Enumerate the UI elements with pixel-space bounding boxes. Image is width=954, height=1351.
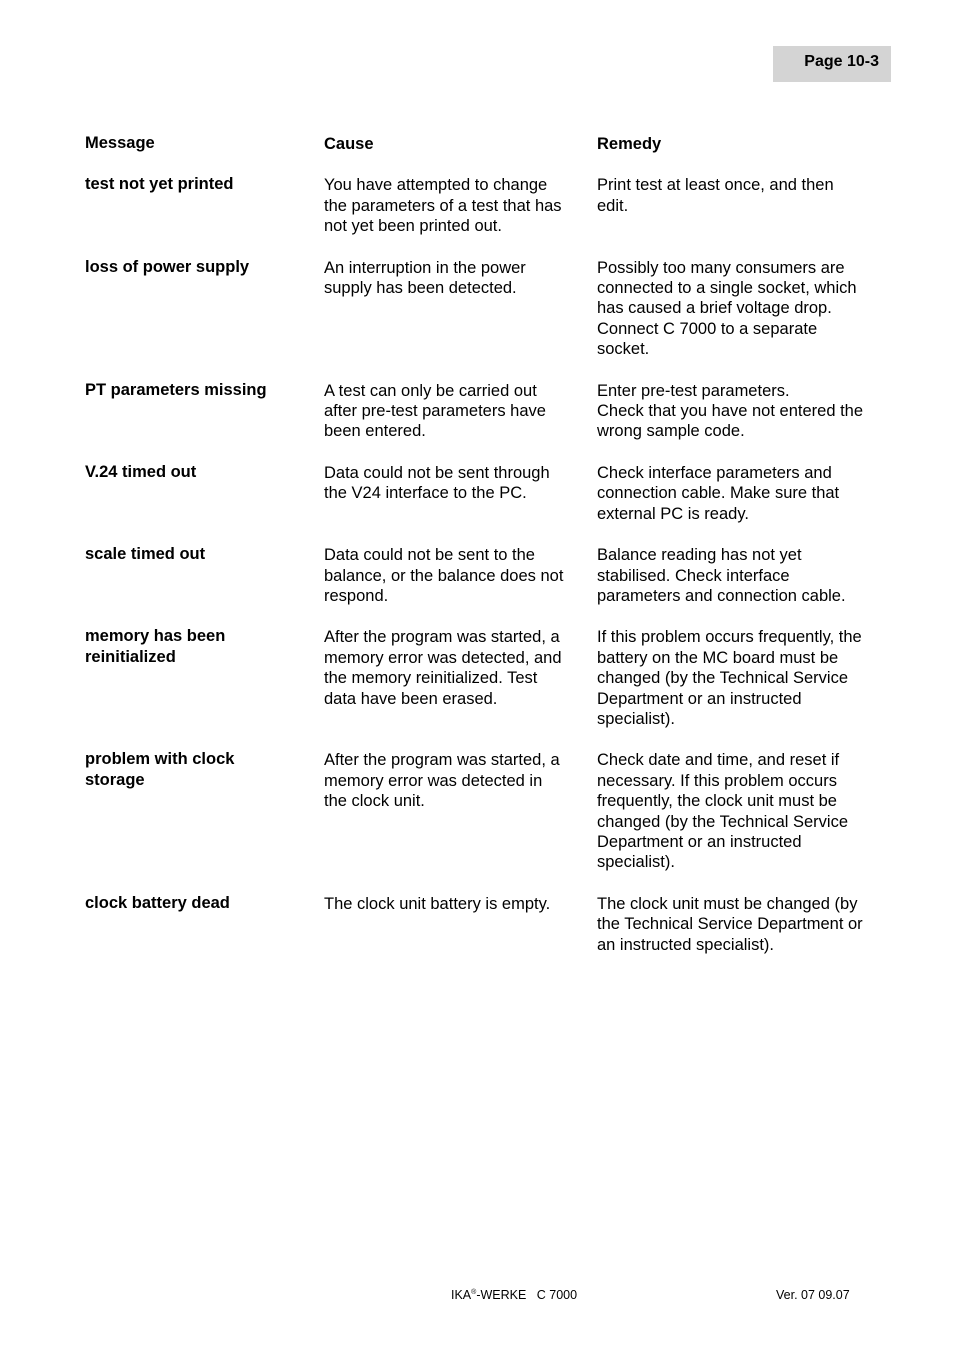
message-cell	[85, 626, 324, 729]
header-remedy: Remedy	[597, 135, 662, 153]
remedy-cell-line: changed (by the Technical Service	[597, 812, 849, 831]
table-row	[85, 749, 891, 872]
remedy-cell-line: an instructed specialist).	[597, 935, 774, 954]
message-cell	[85, 257, 324, 360]
cause-cell	[324, 749, 597, 872]
remedy-cell-line: Print test at least once, and then	[597, 176, 834, 195]
message-cell-line: reinitialized	[85, 647, 176, 666]
cause-cell	[324, 174, 597, 236]
remedy-cell-line: Connect C 7000 to a separate	[597, 319, 818, 338]
cause-cell-line: respond.	[324, 586, 389, 605]
cause-cell-line: supply has been detected.	[324, 279, 517, 298]
remedy-cell-line: Check date and time, and reset if	[597, 751, 840, 770]
cause-cell	[324, 257, 597, 360]
cause-cell-line: After the program was started, a	[324, 751, 560, 770]
table-row	[85, 626, 891, 729]
cause-cell-line: Data could not be sent to the	[324, 546, 535, 565]
remedy-cell-line: Department or an instructed	[597, 832, 802, 851]
cause-cell-line: memory error was detected in	[324, 771, 543, 790]
cause-cell-line: You have attempted to change	[324, 176, 548, 195]
remedy-cell-line: connected to a single socket, which	[597, 279, 857, 298]
cause-cell-line: the V24 interface to the PC.	[324, 484, 527, 503]
remedy-cell	[597, 174, 891, 236]
table-header-row	[85, 133, 891, 154]
cause-cell-line: After the program was started, a	[324, 628, 560, 647]
message-cell	[85, 462, 324, 524]
remedy-cell-line: Enter pre-test parameters.	[597, 381, 790, 400]
cause-cell-line: the parameters of a test that has	[324, 196, 562, 215]
message-cell	[85, 544, 324, 606]
footer-brand	[451, 1288, 577, 1302]
message-cell-line: storage	[85, 770, 145, 789]
cause-cell-line: the clock unit.	[324, 792, 425, 811]
message-cell-line: loss of power supply	[85, 257, 250, 276]
table-row	[85, 893, 891, 955]
message-cell-line: V.24 timed out	[85, 462, 197, 481]
remedy-cell-line: Possibly too many consumers are	[597, 258, 845, 277]
cause-cell-line: An interruption in the power	[324, 258, 526, 277]
footer-brand-name: IKA	[451, 1288, 472, 1302]
remedy-cell	[597, 462, 891, 524]
table-row	[85, 380, 891, 442]
remedy-cell-line: The clock unit must be changed (by	[597, 894, 858, 913]
remedy-cell-line: connection cable. Make sure that	[597, 484, 840, 503]
remedy-cell-line: the Technical Service Department or	[597, 915, 863, 934]
remedy-cell-line: edit.	[597, 196, 629, 215]
message-cell	[85, 749, 324, 872]
remedy-cell-line: socket.	[597, 340, 650, 359]
message-cell-line: clock battery dead	[85, 893, 230, 912]
remedy-cell-line: frequently, the clock unit must be	[597, 792, 837, 811]
message-cell-line: problem with clock	[85, 750, 235, 769]
remedy-cell	[597, 749, 891, 872]
table-row	[85, 544, 891, 606]
cause-cell	[324, 462, 597, 524]
cause-cell-line: Data could not be sent through	[324, 463, 550, 482]
cause-cell	[324, 544, 597, 606]
table-row	[85, 174, 891, 236]
remedy-cell-line: If this problem occurs frequently, the	[597, 628, 862, 647]
remedy-cell-line: Department or an instructed	[597, 689, 802, 708]
message-cell-line: test not yet printed	[85, 175, 234, 194]
remedy-cell-line: Check interface parameters and	[597, 463, 832, 482]
remedy-cell-line: necessary. If this problem occurs	[597, 771, 837, 790]
table-body	[85, 174, 891, 955]
message-cell	[85, 893, 324, 955]
remedy-cell	[597, 626, 891, 729]
remedy-cell-line: changed (by the Technical Service	[597, 669, 849, 688]
message-cell	[85, 380, 324, 442]
cause-cell-line: The clock unit battery is empty.	[324, 894, 551, 913]
cause-cell	[324, 626, 597, 729]
cause-cell-line: data have been erased.	[324, 689, 498, 708]
remedy-cell-line: Balance reading has not yet	[597, 546, 802, 565]
cause-cell	[324, 380, 597, 442]
message-cell-line: memory has been	[85, 627, 226, 646]
remedy-cell	[597, 544, 891, 606]
remedy-cell-line: battery on the MC board must be	[597, 648, 839, 667]
remedy-cell-line: has caused a brief voltage drop.	[597, 299, 832, 318]
cause-cell	[324, 893, 597, 955]
remedy-cell-line: specialist).	[597, 853, 675, 872]
footer-version: Ver. 07 09.07	[776, 1288, 850, 1302]
cause-cell-line: the memory reinitialized. Test	[324, 669, 538, 688]
cause-cell-line: been entered.	[324, 422, 426, 441]
remedy-cell-line: specialist).	[597, 709, 675, 728]
remedy-cell-line: wrong sample code.	[597, 422, 745, 441]
remedy-cell	[597, 893, 891, 955]
page-number-badge: Page 10-3	[773, 46, 891, 82]
remedy-cell-line: stabilised. Check interface	[597, 566, 790, 585]
table-row	[85, 257, 891, 360]
header-cause: Cause	[324, 135, 374, 153]
message-cell-line: scale timed out	[85, 545, 206, 564]
message-cell	[85, 174, 324, 236]
cause-cell-line: memory error was detected, and	[324, 648, 562, 667]
table-row	[85, 462, 891, 524]
remedy-cell	[597, 380, 891, 442]
cause-cell-line: A test can only be carried out	[324, 381, 537, 400]
remedy-cell-line: parameters and connection cable.	[597, 586, 846, 605]
remedy-cell-line: external PC is ready.	[597, 504, 749, 523]
cause-cell-line: balance, or the balance does not	[324, 566, 564, 585]
remedy-cell-line: Check that you have not entered the	[597, 402, 864, 421]
error-message-table	[85, 133, 891, 975]
footer-brand-model: -WERKE C 7000	[476, 1288, 578, 1302]
header-message: Message	[85, 134, 155, 152]
remedy-cell	[597, 257, 891, 360]
cause-cell-line: not yet been printed out.	[324, 217, 502, 236]
message-cell-line: PT parameters missing	[85, 380, 267, 399]
cause-cell-line: after pre-test parameters have	[324, 402, 546, 421]
footer-registered-mark: ®	[471, 1289, 477, 1296]
